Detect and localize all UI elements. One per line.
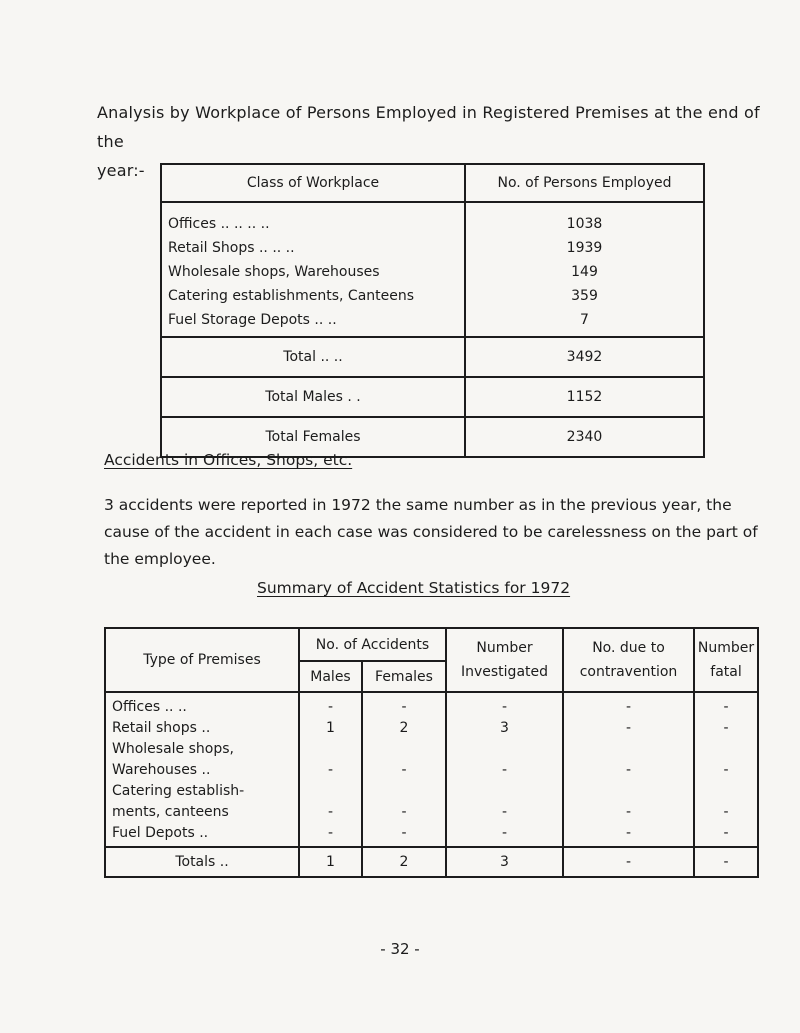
totals-investigated: 3 xyxy=(446,847,563,877)
totals-label: Totals .. xyxy=(105,847,299,877)
workplace-table xyxy=(160,163,705,458)
premises-label: Fuel Depots .. xyxy=(112,825,209,841)
workplace-value: 359 xyxy=(571,288,598,304)
contravention-cell: - xyxy=(625,720,632,736)
spacer xyxy=(364,781,444,802)
summary-body xyxy=(105,692,758,847)
workplace-table-header xyxy=(161,164,704,202)
premises-label: Retail shops .. xyxy=(112,720,211,736)
header-contravention-line-2: contravention xyxy=(579,664,678,680)
contravention-cell: - xyxy=(625,825,632,841)
females-cell: - xyxy=(401,825,407,841)
totals-males: 1 xyxy=(299,847,362,877)
premises-label: ments, canteens xyxy=(112,804,229,820)
fatal-column xyxy=(694,692,758,847)
total-row xyxy=(161,337,704,377)
workplace-value: 1038 xyxy=(566,216,603,232)
workplace-value-column xyxy=(465,202,704,337)
premises-label: Warehouses .. xyxy=(112,762,211,778)
premises-label: Catering establish- xyxy=(112,783,245,799)
header-fatal-line-1: Number xyxy=(697,640,755,656)
spacer xyxy=(301,781,360,802)
totals-contravention: - xyxy=(563,847,694,877)
workplace-class-column xyxy=(161,202,465,337)
workplace-label: Catering establishments, Canteens xyxy=(168,288,415,304)
header-class-of-workplace: Class of Workplace xyxy=(161,164,465,202)
total-females-value: 2340 xyxy=(465,417,704,457)
total-label: Total .. .. xyxy=(161,337,465,377)
header-persons-employed: No. of Persons Employed xyxy=(465,164,704,202)
fatal-cell: - xyxy=(723,762,729,778)
premises-label: Offices .. .. xyxy=(112,699,187,715)
intro-line-1: Analysis by Workplace of Persons Employed in Registered Premises at the end of the xyxy=(97,103,760,151)
workplace-value: 149 xyxy=(571,264,598,280)
intro-line-2: year:- xyxy=(97,161,145,180)
header-type-of-premises: Type of Premises xyxy=(105,628,299,692)
males-cell: 1 xyxy=(326,720,335,736)
header-investigated-line-1: Number xyxy=(476,640,533,656)
investigated-cell: - xyxy=(501,699,508,715)
workplace-label: Offices .. .. .. .. xyxy=(168,216,270,232)
spacer xyxy=(448,739,561,760)
workplace-value: 7 xyxy=(580,312,589,328)
workplace-label: Retail Shops .. .. .. xyxy=(168,240,295,256)
totals-fatal: - xyxy=(694,847,758,877)
investigated-cell: 3 xyxy=(500,720,509,736)
females-cell: 2 xyxy=(399,720,409,736)
total-females-label: Total Females xyxy=(161,417,465,457)
header-due-to-contravention xyxy=(563,628,694,692)
header-fatal-line-2: fatal xyxy=(710,664,742,680)
spacer xyxy=(565,739,692,760)
contravention-cell: - xyxy=(625,699,632,715)
females-cell: - xyxy=(401,804,407,820)
females-column xyxy=(362,692,446,847)
contravention-cell: - xyxy=(625,804,632,820)
total-males-value: 1152 xyxy=(465,377,704,417)
spacer xyxy=(696,739,756,760)
summary-heading: Summary of Accident Statistics for 1972 xyxy=(257,579,571,597)
spacer xyxy=(448,781,561,802)
females-cell: - xyxy=(401,699,407,715)
accidents-paragraph: 3 accidents were reported in 1972 the same number as in the previous year, the cause of the accident in each case was considered to be carelessness on the part of the employee. xyxy=(104,496,758,568)
investigated-cell: - xyxy=(501,762,508,778)
workplace-table-body xyxy=(161,202,704,337)
premises-column xyxy=(105,692,299,847)
workplace-label: Wholesale shops, Warehouses xyxy=(168,264,380,280)
contravention-cell: - xyxy=(625,762,632,778)
fatal-cell: - xyxy=(723,699,729,715)
investigated-cell: - xyxy=(501,804,508,820)
investigated-cell: - xyxy=(501,825,508,841)
spacer xyxy=(364,739,444,760)
accidents-heading: Accidents in Offices, Shops, etc. xyxy=(104,451,353,469)
premises-label: Wholesale shops, xyxy=(112,741,234,757)
summary-totals-row xyxy=(105,847,758,877)
summary-table xyxy=(104,627,759,878)
spacer xyxy=(301,739,360,760)
spacer xyxy=(565,781,692,802)
header-number-fatal xyxy=(694,628,758,692)
summary-header-row xyxy=(105,628,758,661)
header-investigated-line-2: Investigated xyxy=(460,664,549,680)
males-cell: - xyxy=(327,762,334,778)
workplace-label: Fuel Storage Depots .. .. xyxy=(168,312,337,328)
fatal-cell: - xyxy=(723,825,729,841)
header-males: Males xyxy=(299,661,362,692)
total-males-label: Total Males . . xyxy=(161,377,465,417)
totals-females: 2 xyxy=(362,847,446,877)
header-contravention-line-1: No. due to xyxy=(592,640,665,656)
contravention-column xyxy=(563,692,694,847)
header-females: Females xyxy=(362,661,446,692)
males-cell: - xyxy=(327,804,334,820)
investigated-column xyxy=(446,692,563,847)
total-males-row xyxy=(161,377,704,417)
males-cell: - xyxy=(327,699,334,715)
workplace-value: 1939 xyxy=(566,240,603,256)
females-cell: - xyxy=(401,762,407,778)
spacer xyxy=(696,781,756,802)
page-number: - 32 - xyxy=(380,940,420,958)
males-cell: - xyxy=(327,825,334,841)
fatal-cell: - xyxy=(723,804,729,820)
fatal-cell: - xyxy=(723,720,729,736)
header-no-of-accidents: No. of Accidents xyxy=(299,628,446,661)
header-number-investigated xyxy=(446,628,563,692)
total-value: 3492 xyxy=(465,337,704,377)
males-column xyxy=(299,692,362,847)
